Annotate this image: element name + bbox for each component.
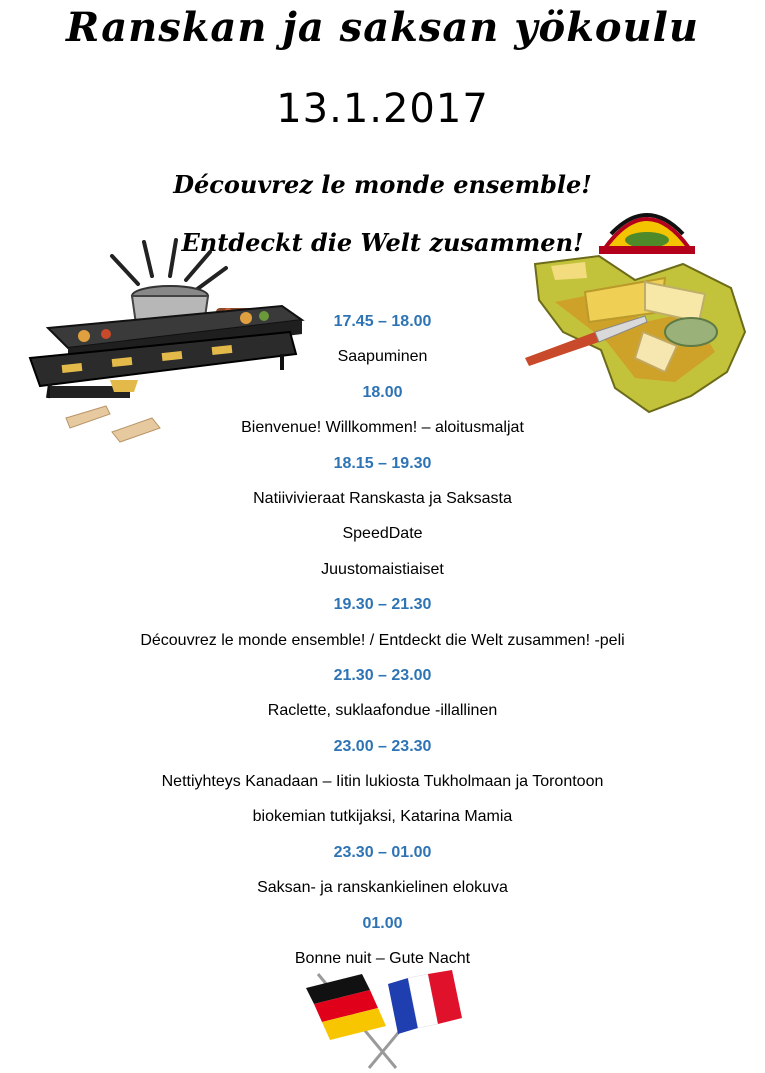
- tagline-german: Entdeckt die Welt zusammen!: [181, 228, 584, 257]
- schedule-item: Découvrez le monde ensemble! / Entdeckt die Welt zusammen! -peli: [140, 631, 625, 649]
- schedule-item: Raclette, suklaafondue -illallinen: [267, 702, 498, 720]
- schedule-item: Bonne nuit – Gute Nacht: [294, 950, 471, 968]
- schedule-time: 21.30 – 23.00: [333, 666, 432, 684]
- schedule-time: 18.15 – 19.30: [333, 454, 432, 472]
- event-date: 13.1.2017: [276, 86, 489, 132]
- schedule-time: 23.30 – 01.00: [333, 843, 432, 861]
- schedule-time: 18.00: [362, 383, 403, 401]
- schedule-item: biokemian tutkijaksi, Katarina Mamia: [252, 808, 513, 826]
- schedule-item: Juustomaistiaiset: [321, 560, 444, 578]
- schedule-item: Nettiyhteys Kanadaan – Iitin lukiosta Tukholmaan ja Torontoon: [161, 773, 604, 791]
- schedule-time: 23.00 – 23.30: [333, 737, 432, 755]
- crossed-flags-image: [300, 968, 465, 1070]
- schedule-item: Saksan- ja ranskankielinen elokuva: [257, 879, 508, 897]
- schedule-time: 19.30 – 21.30: [333, 596, 432, 614]
- schedule-item: Natiivivieraat Ranskasta ja Saksasta: [253, 489, 512, 507]
- schedule-item: Saapuminen: [337, 348, 428, 366]
- page-title: Ranskan ja saksan yökoulu: [66, 4, 699, 51]
- tagline-french: Découvrez le monde ensemble!: [173, 170, 592, 199]
- schedule-item: Bienvenue! Willkommen! – aloitusmaljat: [241, 419, 524, 437]
- schedule-item: SpeedDate: [342, 525, 423, 543]
- schedule-time: 17.45 – 18.00: [333, 313, 432, 330]
- germany-flag: [306, 974, 386, 1040]
- schedule-list: [0, 312, 765, 984]
- france-flag: [388, 970, 462, 1034]
- schedule-time: 01.00: [362, 914, 403, 932]
